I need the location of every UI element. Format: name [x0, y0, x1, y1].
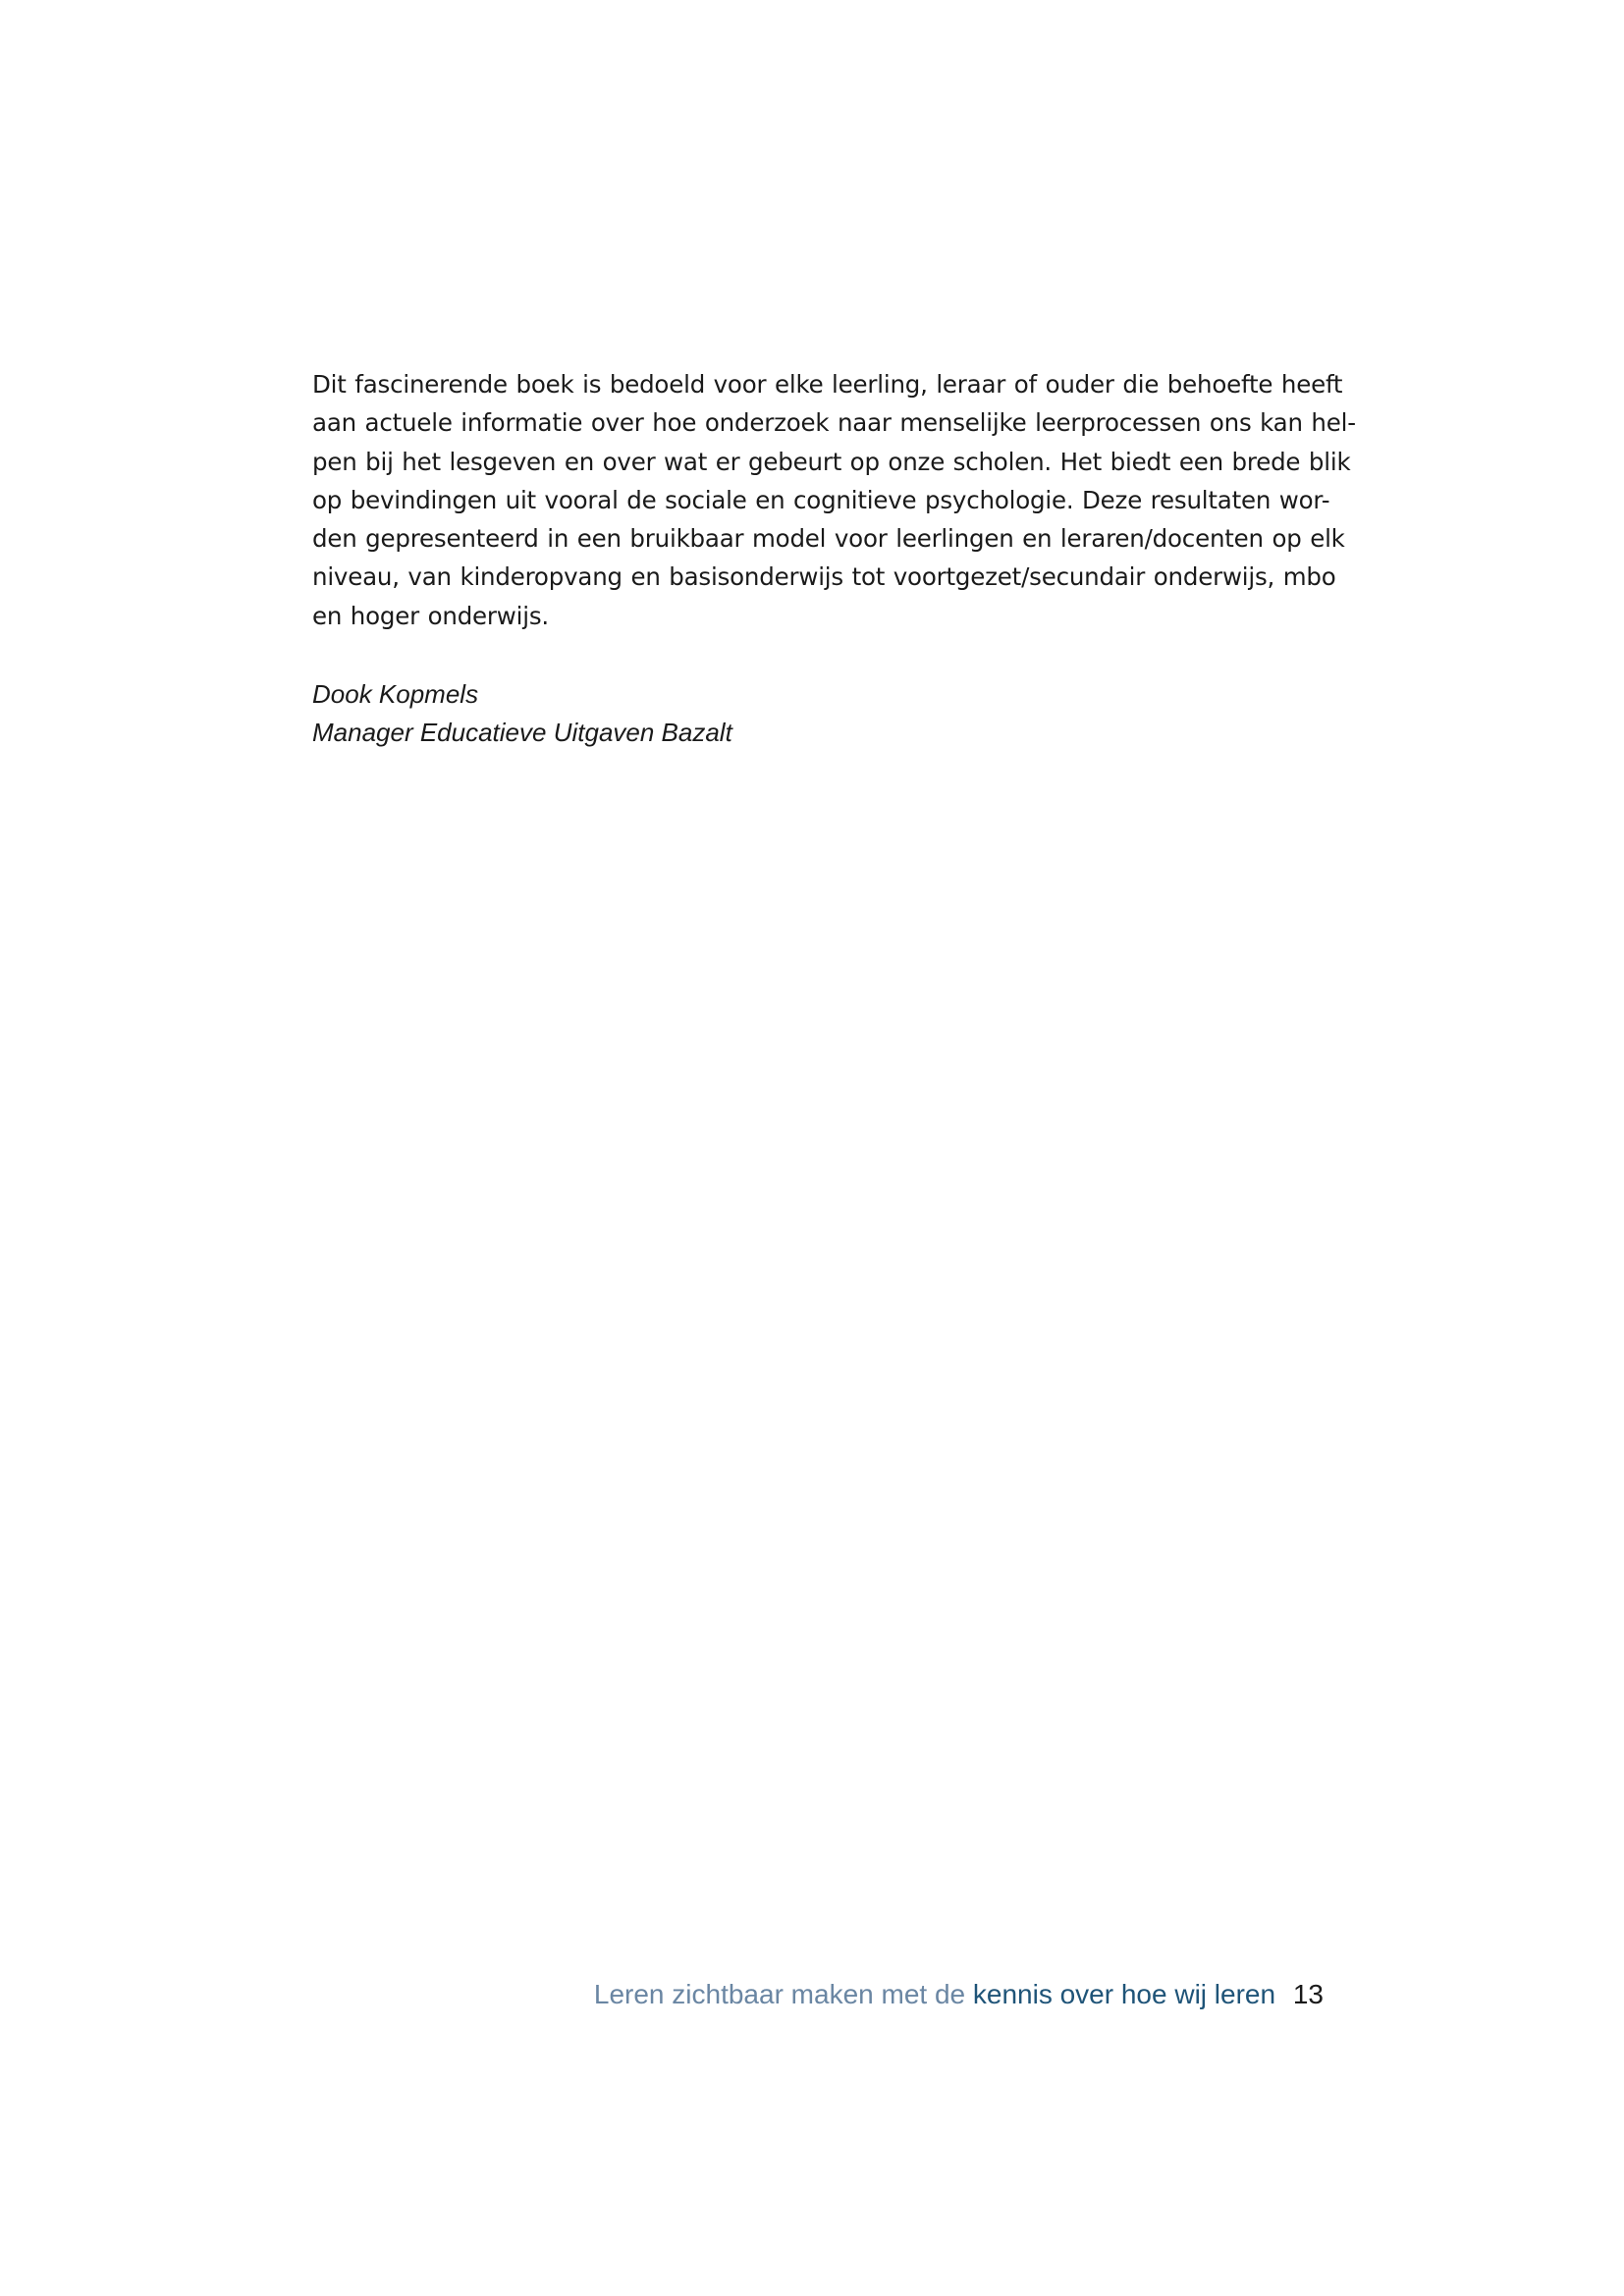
- paragraph-line: op bevindingen uit vooral de sociale en cognitieve psychologie. Deze resultaten wor-: [312, 485, 1330, 514]
- paragraph-line: en hoger onderwijs.: [312, 601, 550, 630]
- paragraph-line: den gepresenteerd in een bruikbaar model voor leerlingen en leraren/docenten op elk: [312, 524, 1345, 554]
- paragraph-line: aan actuele informatie over hoe onderzoek naar menselijke leerprocessen ons kan hel-: [312, 408, 1356, 438]
- paragraph-line: niveau, van kinderopvang en basisonderwijs tot voortgezet/secundair onderwijs, mbo: [312, 562, 1336, 592]
- page-number: 13: [1292, 1979, 1324, 2009]
- signature-block: [312, 675, 732, 752]
- footer-book-title-emphasis: kennis over hoe wij leren: [972, 1979, 1276, 2009]
- paragraph-line: pen bij het lesgeven en over wat er gebeurt op onze scholen. Het biedt een brede blik: [312, 447, 1351, 476]
- footer-book-title-prefix: Leren zichtbaar maken met de: [593, 1979, 966, 2009]
- running-footer: [594, 1977, 1324, 2012]
- signature-title: Manager Educatieve Uitgaven Bazalt: [312, 718, 732, 747]
- paragraph-line: Dit fascinerende boek is bedoeld voor elke leerling, leraar of ouder die behoefte heeft: [312, 370, 1343, 399]
- body-paragraph: [312, 365, 1356, 635]
- signature-name: Dook Kopmels: [312, 679, 479, 709]
